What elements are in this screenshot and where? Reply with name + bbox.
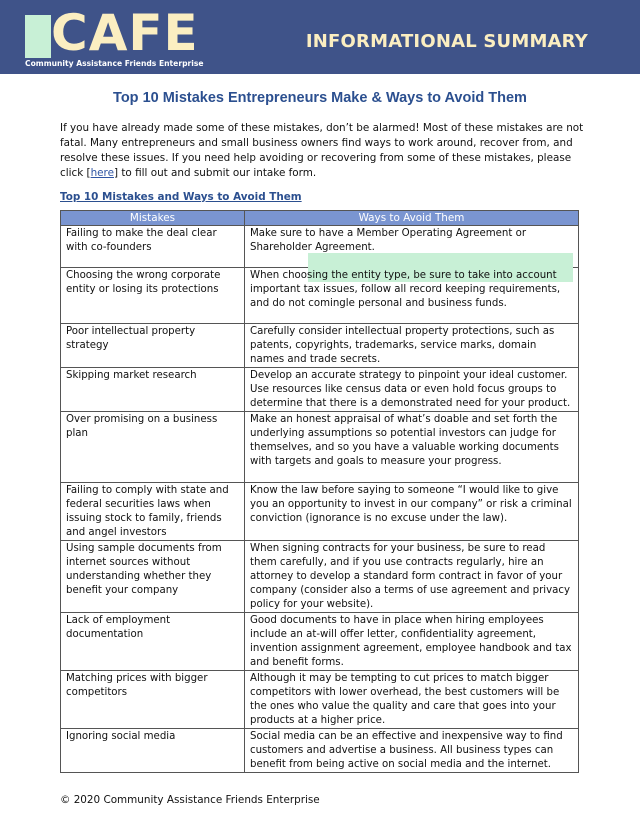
header-title: INFORMATIONAL SUMMARY (305, 31, 588, 52)
mistake-cell: Matching prices with bigger competitors (61, 671, 245, 729)
avoid-cell: Develop an accurate strategy to pinpoint your ideal customer. Use resources like census data or even hold focus groups to determine that there is a demonstrated need for your product. (245, 368, 579, 412)
column-header-mistakes: Mistakes (61, 211, 245, 226)
column-header-ways: Ways to Avoid Them (245, 211, 579, 226)
avoid-cell: Although it may be tempting to cut prices to match bigger competitors with lower overhead, the best customers will be the ones who value the quality and care that goes into your products at a higher price. (245, 671, 579, 729)
table-row (61, 729, 579, 773)
table-row (61, 268, 579, 324)
mistakes-table (60, 210, 579, 773)
table-row (61, 483, 579, 541)
intake-form-link[interactable]: here (90, 167, 114, 179)
logo-block (25, 15, 51, 58)
mistake-cell: Lack of employment documentation (61, 613, 245, 671)
table-row (61, 541, 579, 613)
avoid-cell (245, 226, 579, 268)
avoid-cell: When signing contracts for your business, be sure to read them carefully, and if you use contracts regularly, hire an attorney to develop a standard form contract in favor of your company (consider also a terms of use agreement and privacy policy for your website). (245, 541, 579, 613)
table-row (61, 671, 579, 729)
avoid-cell: Carefully consider intellectual property protections, such as patents, copyrights, trademarks, service marks, domain names and trade secrets. (245, 324, 579, 368)
mistake-cell: Skipping market research (61, 368, 245, 412)
mistake-cell: Ignoring social media (61, 729, 245, 773)
table-heading: Top 10 Mistakes and Ways to Avoid Them (60, 191, 302, 203)
table-row (61, 368, 579, 412)
intro-text-end: ] to fill out and submit our intake form. (114, 167, 317, 179)
mistake-cell: Over promising on a business plan (61, 412, 245, 483)
intro-paragraph (60, 121, 590, 181)
mistake-cell: Failing to make the deal clear with co-founders (61, 226, 245, 268)
footer-copyright: © 2020 Community Assistance Friends Enterprise (60, 794, 320, 806)
avoid-cell: Good documents to have in place when hiring employees include an at-will offer letter, confidentiality agreement, invention assignment agreement, employee handbook and tax and benefit forms. (245, 613, 579, 671)
table-row (61, 412, 579, 483)
avoid-cell: Social media can be an effective and inexpensive way to find customers and advertise a business. All business types can benefit from being active on social media and the internet. (245, 729, 579, 773)
mistake-cell: Using sample documents from internet sources without understanding whether they benefit your company (61, 541, 245, 613)
mistake-cell: Choosing the wrong corporate entity or losing its protections (61, 268, 245, 324)
table-row (61, 226, 579, 268)
table-header-row (61, 211, 579, 226)
table-row (61, 613, 579, 671)
avoid-cell: Know the law before saying to someone “I would like to give you an opportunity to invest in our company” or risk a criminal conviction (ignorance is no excuse under the law). (245, 483, 579, 541)
mistake-cell: Poor intellectual property strategy (61, 324, 245, 368)
table-row (61, 324, 579, 368)
mistake-cell: Failing to comply with state and federal securities laws when issuing stock to family, friends and angel investors (61, 483, 245, 541)
intro-text: If you have already made some of these mistakes, don’t be alarmed! Most of these mistakes are not fatal. Many entrepreneurs and small business owners find ways to work around, recover from, and resolve these issues. If you need help avoiding or recovering from some of these mistakes, please click [ (60, 122, 584, 179)
logo: CAFE (51, 4, 199, 62)
avoid-text: Make sure to have a Member Operating Agreement or Shareholder Agreement. (250, 228, 527, 253)
avoid-cell: When choosing the entity type, be sure to take into account important tax issues, follow all record keeping requirements, and do not comingle personal and business funds. (245, 268, 579, 324)
page-header (0, 0, 640, 74)
avoid-cell: Make an honest appraisal of what’s doable and set forth the underlying assumptions so potential investors can judge for themselves, and so you have a valuable working documents with targets and goals to measure your progress. (245, 412, 579, 483)
document-title: Top 10 Mistakes Entrepreneurs Make & Ways to Avoid Them (113, 90, 527, 106)
logo-tagline: Community Assistance Friends Enterprise (25, 59, 204, 68)
